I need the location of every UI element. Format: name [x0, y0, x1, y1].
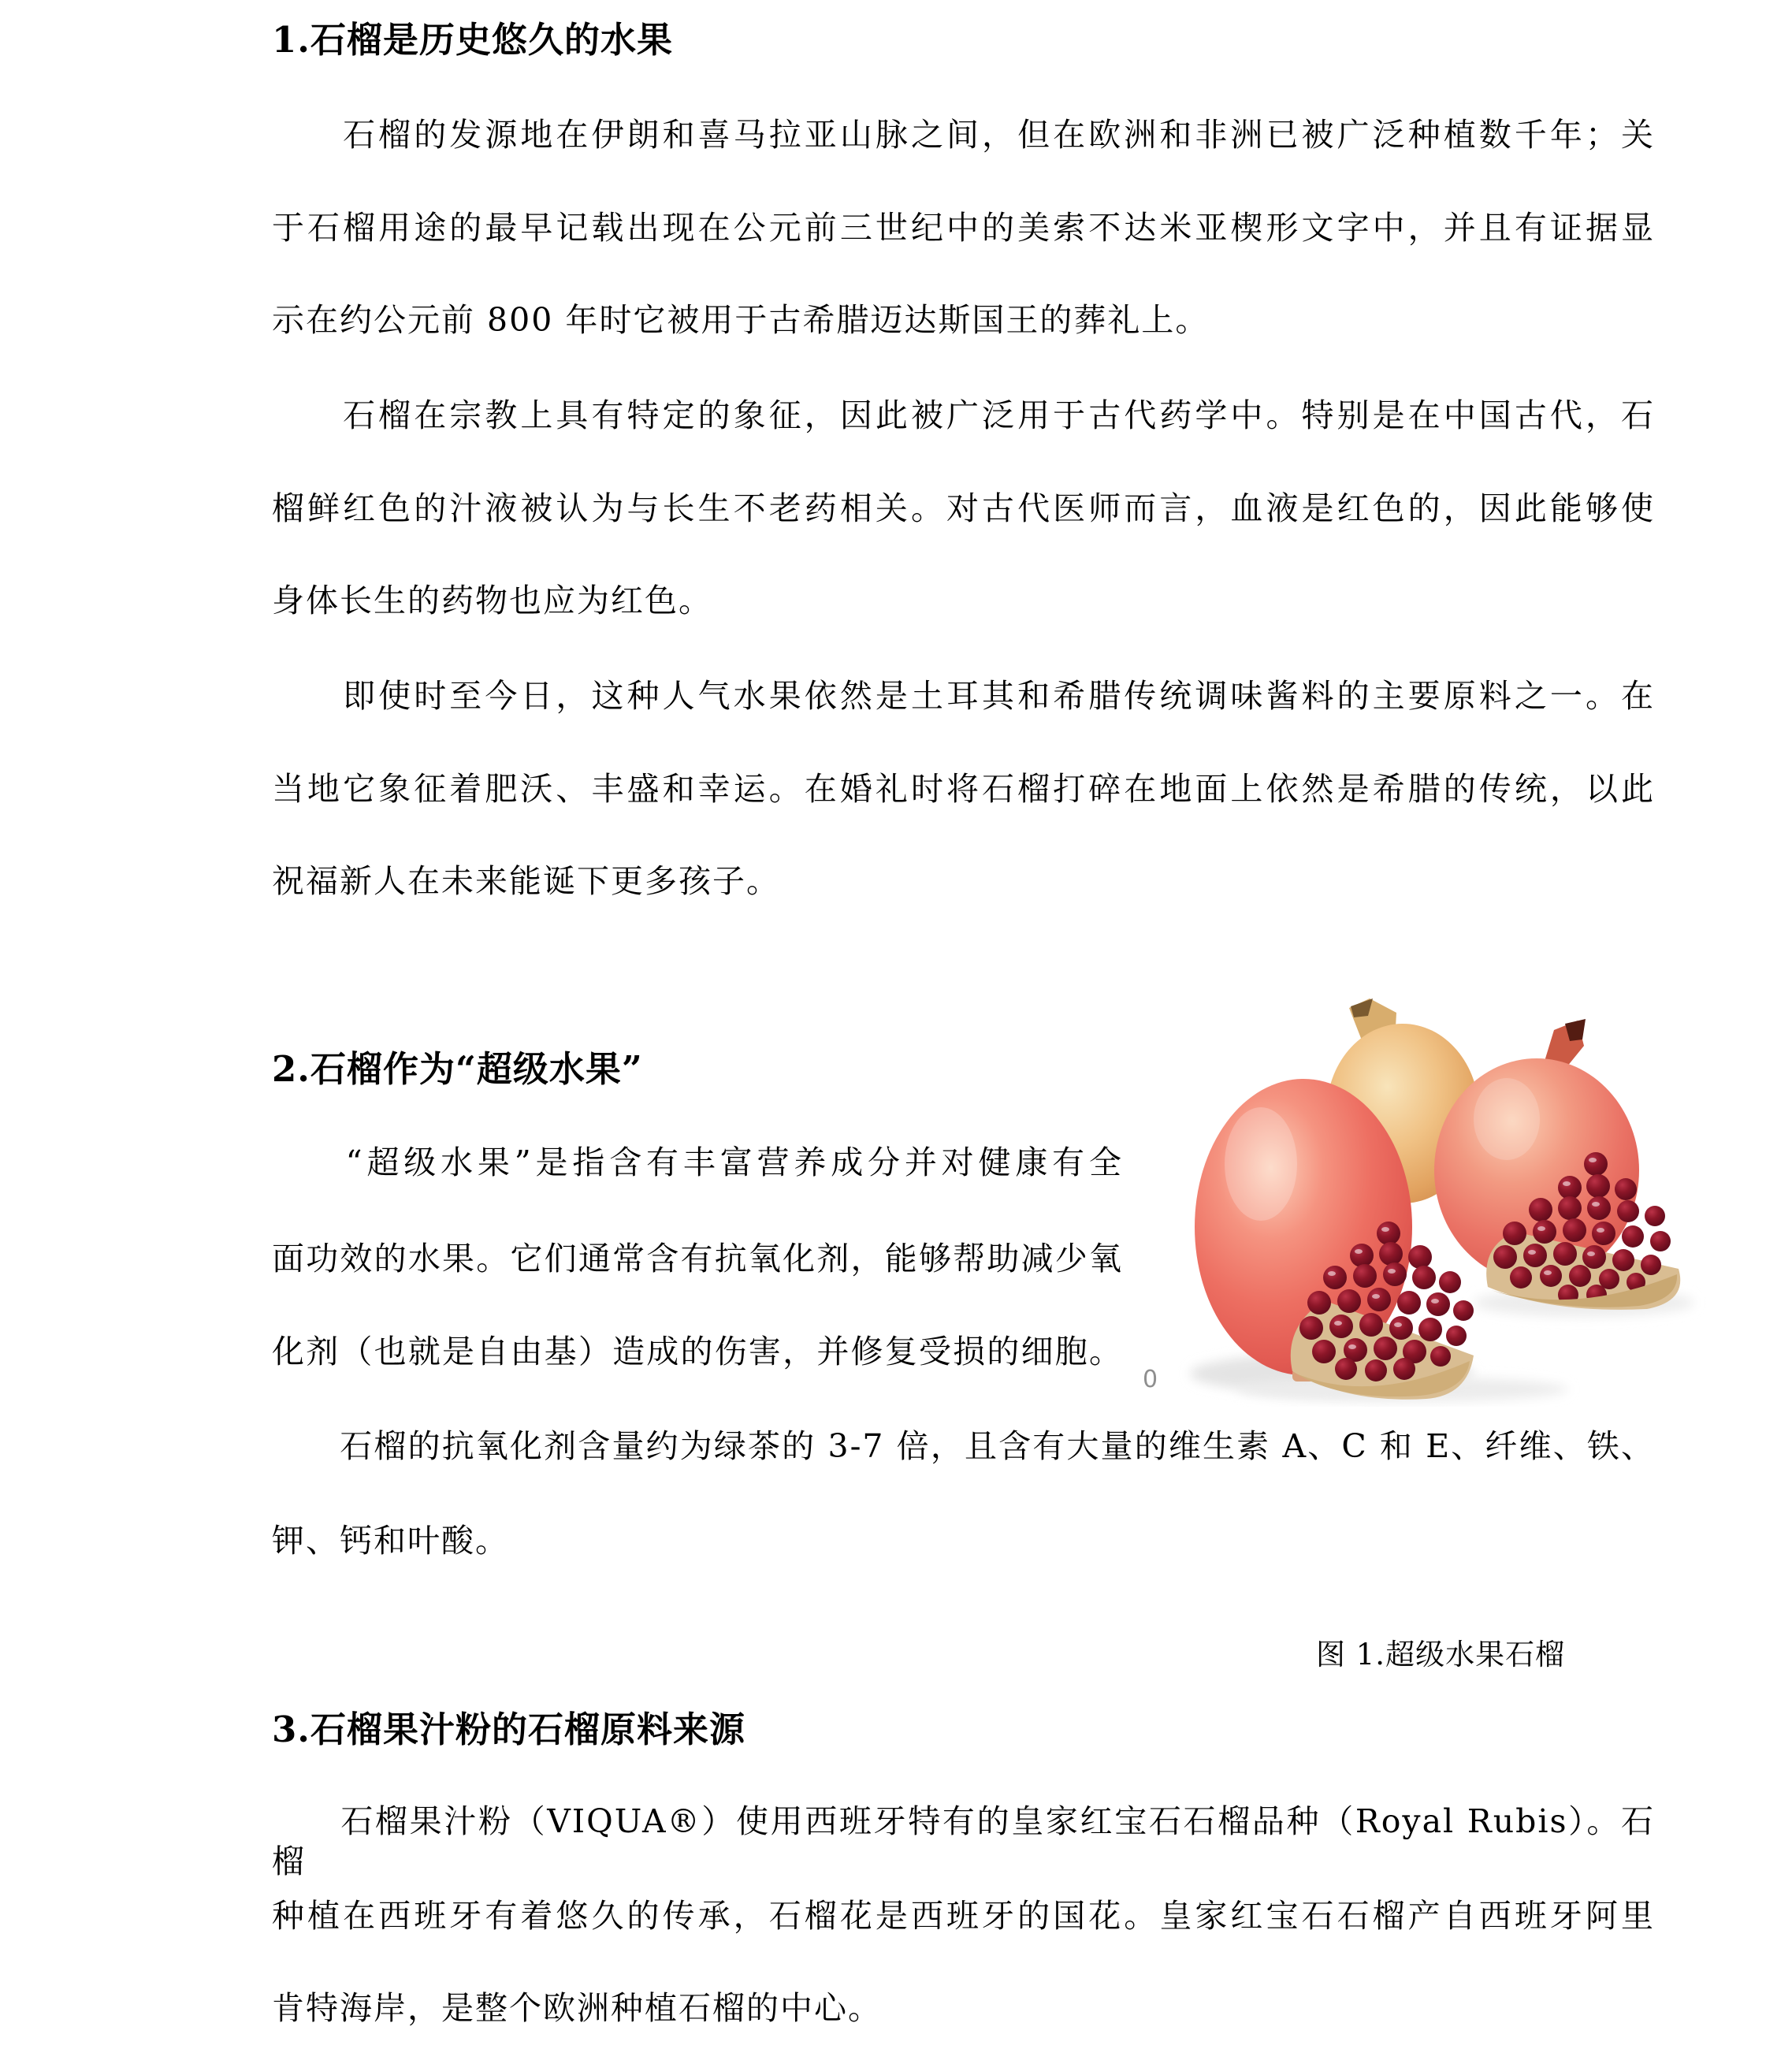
paragraph-line: 示在约公元前 800 年时它被用于古希腊迈达斯国王的葬礼上。	[272, 301, 1210, 339]
pomegranate-photo	[1166, 997, 1718, 1407]
paragraph-line: 面功效的水果。它们通常含有抗氧化剂，能够帮助减少氧	[272, 1240, 1123, 1277]
paragraph-line: 石榴在宗教上具有特定的象征，因此被广泛用于古代药学中。特别是在中国古代，石	[272, 396, 1655, 434]
paragraph-line: 身体长生的药物也应为红色。	[272, 582, 712, 619]
paragraph-line: “超级水果”是指含有丰富营养成分并对健康有全	[272, 1143, 1123, 1181]
paragraph-line: 当地它象征着肥沃、丰盛和幸运。在婚礼时将石榴打碎在地面上依然是希腊的传统，以此	[272, 770, 1655, 808]
section-1-heading: 1.石榴是历史悠久的水果	[272, 19, 673, 61]
paragraph-line: 肯特海岸，是整个欧洲种植石榴的中心。	[272, 1989, 882, 2027]
paragraph-line: 钾、钙和叶酸。	[272, 1522, 509, 1560]
section-3-heading: 3.石榴果汁粉的石榴原料来源	[272, 1709, 745, 1750]
pomegranate-photo-graphic	[1166, 997, 1718, 1407]
paragraph-line: 种植在西班牙有着悠久的传承，石榴花是西班牙的国花。皇家红宝石石榴产自西班牙阿里	[272, 1897, 1655, 1935]
section-2-heading: 2.石榴作为“超级水果”	[272, 1048, 643, 1090]
paragraph-line: 于石榴用途的最早记载出现在公元前三世纪中的美索不达米亚楔形文字中，并且有证据显	[272, 209, 1655, 247]
paragraph-line: 石榴的抗氧化剂含量约为绿茶的 3-7 倍，且含有大量的维生素 A、C 和 E、纤维、铁、	[272, 1427, 1655, 1465]
paragraph-line: 化剂（也就是自由基）造成的伤害，并修复受损的细胞。	[272, 1333, 1123, 1370]
photo-watermark-artifact: 0	[1143, 1366, 1158, 1393]
figure-caption: 图 1.超级水果石榴	[1316, 1638, 1566, 1672]
paragraph-line: 榴鲜红色的汁液被认为与长生不老药相关。对古代医师而言，血液是红色的，因此能够使	[272, 489, 1655, 527]
paragraph-line: 石榴果汁粉（VIQUA®）使用西班牙特有的皇家红宝石石榴品种（Royal Rubis）。石榴	[272, 1802, 1655, 1881]
paragraph-line: 即使时至今日，这种人气水果依然是土耳其和希腊传统调味酱料的主要原料之一。在	[272, 677, 1655, 715]
paragraph-line: 石榴的发源地在伊朗和喜马拉亚山脉之间，但在欧洲和非洲已被广泛种植数千年；关	[272, 116, 1655, 154]
paragraph-line: 祝福新人在未来能诞下更多孩子。	[272, 862, 780, 900]
